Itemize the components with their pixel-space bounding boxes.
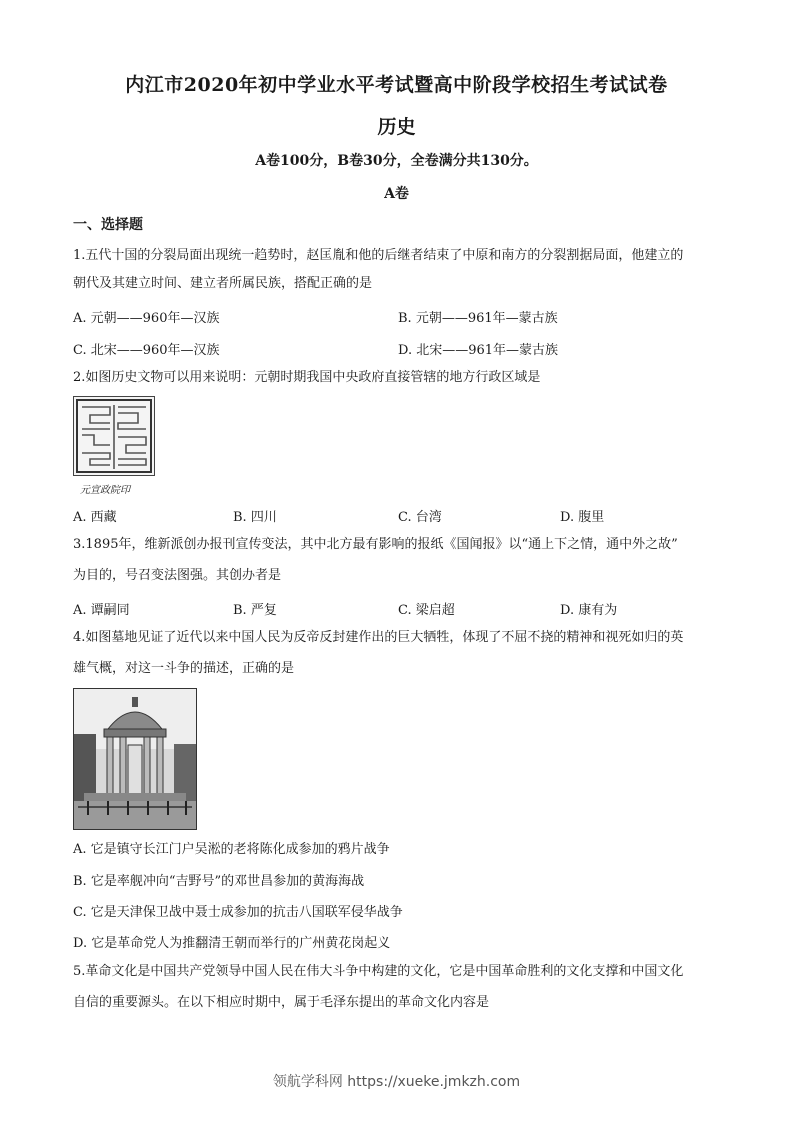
question-4-option-c: C. 它是天津保卫战中聂士成参加的抗击八国联军侵华战争: [73, 905, 403, 920]
question-3-option-d: D. 康有为: [560, 603, 618, 618]
question-4-option-b: B. 它是率舰冲向“吉野号”的邓世昌参加的黄海海战: [73, 874, 365, 889]
question-2-option-c: C. 台湾: [398, 510, 442, 525]
question-3-option-b: B. 严复: [233, 603, 277, 618]
question-1-option-c: C. 北宋——960年—汉族: [73, 343, 220, 358]
question-5-line-2: 自信的重要源头。在以下相应时期中，属于毛泽东提出的革命文化内容是: [73, 995, 490, 1010]
question-4-line-2: 雄气概，对这一斗争的描述，正确的是: [73, 661, 295, 676]
question-2-option-a: A. 西藏: [73, 510, 117, 525]
seal-pattern-icon: [74, 397, 154, 475]
question-4-option-a: A. 它是镇守长江门户吴淞的老将陈化成参加的鸦片战争: [73, 842, 390, 857]
question-3-line-2: 为目的，号召变法图强。其创办者是: [73, 568, 282, 583]
question-2-option-d: D. 腹里: [560, 510, 605, 525]
section-heading: 一、选择题: [73, 217, 143, 233]
question-1-option-a: A. 元朝——960年—汉族: [73, 311, 220, 326]
score-note: A卷100分，B卷30分，全卷满分共130分。: [255, 153, 538, 169]
subject-title: 历史: [377, 116, 416, 138]
monument-photo: [73, 688, 197, 830]
seal-caption: 元宣政院印: [80, 485, 130, 496]
question-5-line-1: 5.革命文化是中国共产党领导中国人民在伟大斗争中构建的文化，它是中国革命胜利的文化支撑和中国文化: [73, 964, 684, 979]
question-1-line-2: 朝代及其建立时间、建立者所属民族，搭配正确的是: [73, 276, 373, 291]
question-1-line-1: 1.五代十国的分裂局面出现统一趋势时，赵匡胤和他的后继者结束了中原和南方的分裂割据局面，他建立的: [73, 248, 684, 263]
question-2-option-b: B. 四川: [233, 510, 277, 525]
question-3-option-c: C. 梁启超: [398, 603, 455, 618]
volume-label: A卷: [384, 186, 409, 202]
monument-icon: [74, 689, 196, 829]
seal-image: [73, 396, 155, 476]
exam-title: 内江市2020年初中学业水平考试暨高中阶段学校招生考试试卷: [125, 74, 668, 96]
footer-watermark: 领航学科网 https://xueke.jmkzh.com: [272, 1074, 521, 1090]
question-2-line-1: 2.如图历史文物可以用来说明：元朝时期我国中央政府直接管辖的地方行政区域是: [73, 370, 541, 385]
question-3-option-a: A. 谭嗣同: [73, 603, 130, 618]
question-3-line-1: 3.1895年，维新派创办报刊宣传变法，其中北方最有影响的报纸《国闻报》以“通上下之情，通中外之故”: [73, 537, 678, 552]
question-4-line-1: 4.如图墓地见证了近代以来中国人民为反帝反封建作出的巨大牺牲，体现了不屈不挠的精神和视死如归的英: [73, 630, 684, 645]
question-1-option-d: D. 北宋——961年—蒙古族: [398, 343, 559, 358]
question-4-option-d: D. 它是革命党人为推翻清王朝而举行的广州黄花岗起义: [73, 936, 391, 951]
question-1-option-b: B. 元朝——961年—蒙古族: [398, 311, 558, 326]
